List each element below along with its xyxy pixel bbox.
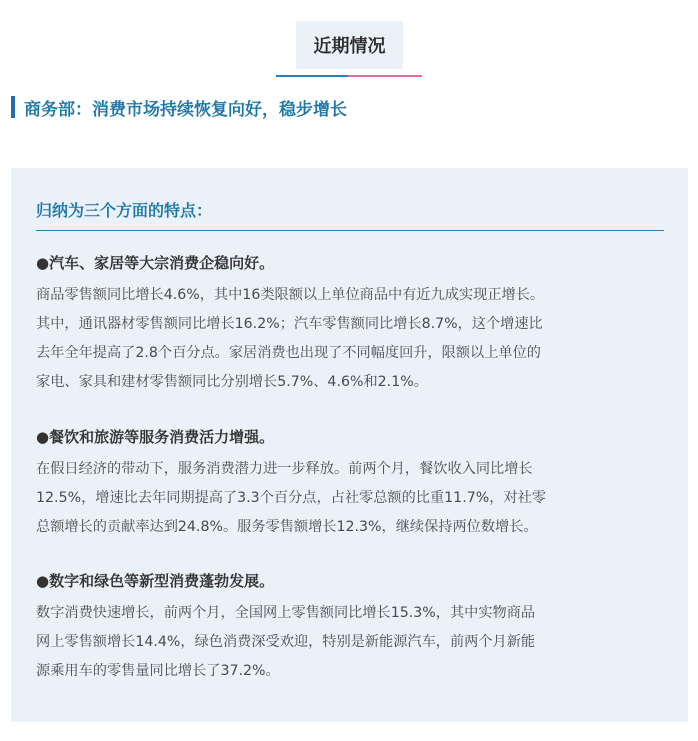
body-line: 其中，通讯器材零售额同比增长16.2%；汽车零售额同比增长8.7%，这个增速比 (36, 316, 543, 332)
body-line: 在假日经济的带动下，服务消费潜力进一步释放。前两个月，餐饮收入同比增长 (36, 461, 533, 477)
body-line: 数字消费快速增长，前两个月，全国网上零售额同比增长15.3%，其中实物商品 (36, 605, 536, 621)
point-heading: ●数字和绿色等新型消费蓬勃发展。 (36, 572, 275, 590)
point-heading: ●餐饮和旅游等服务消费活力增强。 (36, 428, 275, 446)
headline-text: 商务部：消费市场持续恢复向好，稳步增长 (24, 99, 347, 120)
headline-bar (11, 96, 15, 118)
body-line: 家电、家具和建材零售额同比分别增长5.7%、4.6%和2.1%。 (36, 374, 428, 390)
body-line: 源乘用车的零售量同比增长了37.2%。 (36, 663, 280, 679)
point-heading: ●汽车、家居等大宗消费企稳向好。 (36, 254, 275, 272)
tag-underline-blue (276, 75, 348, 77)
point-digital-green (36, 571, 670, 686)
body-line: 商品零售额同比增长4.6%，其中16类限额以上单位商品中有近九成实现正增长。 (36, 287, 545, 303)
body-line: 网上零售额增长14.4%，绿色消费深受欢迎，特别是新能源汽车，前两个月新能 (36, 634, 536, 650)
point-body (36, 281, 670, 397)
body-line: 12.5%，增速比去年同期提高了3.3个百分点，占社零总额的比重11.7%，对社零 (36, 490, 546, 506)
point-durable-goods (36, 253, 670, 397)
body-line: 总额增长的贡献率达到24.8%。服务零售额增长12.3%，继续保持两位数增长。 (36, 519, 538, 535)
point-body (36, 599, 670, 686)
headline (11, 95, 347, 119)
panel-divider (36, 230, 664, 231)
point-services (36, 427, 670, 542)
summary-panel (11, 168, 688, 722)
body-line: 去年全年提高了2.8个百分点。家居消费也出现了不同幅度回升，限额以上单位的 (36, 345, 541, 361)
panel-title: 归纳为三个方面的特点： (36, 201, 213, 220)
tag-underline-pink (348, 75, 422, 77)
point-body (36, 455, 670, 542)
section-tag: 近期情况 (296, 21, 403, 69)
